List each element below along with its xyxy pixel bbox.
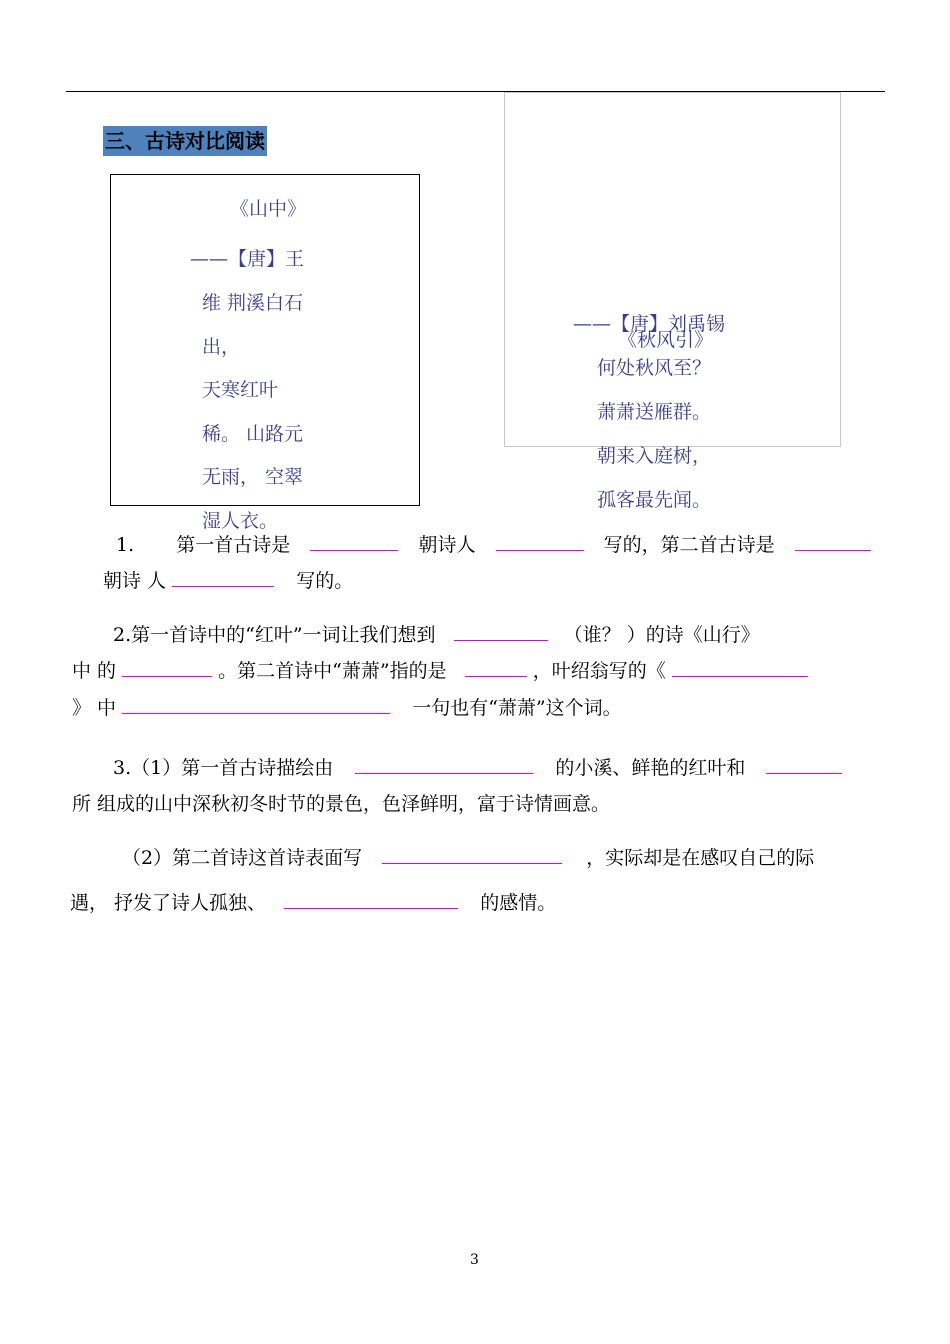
question-text: 2.第一首诗中的“红叶”一词让我们想到 xyxy=(113,624,436,646)
answer-blank[interactable] xyxy=(355,753,533,774)
poem2-line: 朝来入庭树， xyxy=(597,445,712,467)
question-text: 的小溪、鲜艳的红叶和 xyxy=(555,757,746,779)
answer-blank[interactable] xyxy=(465,656,527,677)
question-3-line-1 xyxy=(113,753,842,780)
answer-blank[interactable] xyxy=(454,620,548,641)
poem2-line: 孤客最先闻。 xyxy=(597,489,712,511)
question-2-line-3 xyxy=(72,693,622,720)
question-3-line-2: 所 组成的山中深秋初冬时节的景色，色泽鲜明，富于诗情画意。 xyxy=(72,793,611,815)
question-text: ，实际却是在感叹自己的际 xyxy=(586,847,815,869)
poem-box-shanzhong xyxy=(110,174,420,506)
question-text: 写的。 xyxy=(296,570,354,592)
answer-blank[interactable] xyxy=(172,566,274,587)
question-text: 》 中 xyxy=(72,697,117,719)
question-text: 朝诗 人 xyxy=(103,570,167,592)
question-text: 一句也有“萧萧”这个词。 xyxy=(412,697,622,719)
poem1-line: 天寒红叶 xyxy=(202,379,279,401)
poem1-line: 稀。 山路元 xyxy=(202,423,304,445)
question-text: ，叶绍翁写的《 xyxy=(532,660,666,682)
poem1-title: 《山中》 xyxy=(230,198,307,220)
question-number: 1. xyxy=(116,534,135,556)
answer-blank[interactable] xyxy=(310,530,398,551)
question-text: 第一首古诗是 xyxy=(176,534,291,556)
answer-blank[interactable] xyxy=(795,530,871,551)
question-1-line-1 xyxy=(116,530,871,557)
question-text: （2）第二首诗这首诗表面写 xyxy=(122,847,363,869)
answer-blank[interactable] xyxy=(122,656,212,677)
question-1-line-2 xyxy=(103,566,353,593)
answer-blank[interactable] xyxy=(382,843,562,864)
answer-blank[interactable] xyxy=(766,753,842,774)
question-text: 3.（1）第一首古诗描绘由 xyxy=(113,757,334,779)
poem1-line: 无雨， 空翠 xyxy=(202,466,304,488)
poem2-line: 何处秋风至？ xyxy=(597,357,712,379)
answer-blank[interactable] xyxy=(496,530,584,551)
answer-blank[interactable] xyxy=(122,693,390,714)
poem1-line: 湿人衣。 xyxy=(202,510,279,532)
poem1-line: 维 荆溪白石 xyxy=(202,292,304,314)
question-text: 写的，第二首古诗是 xyxy=(603,534,775,556)
poem2-title: 《秋风引》 xyxy=(618,329,714,351)
poem-box-qiufengyin xyxy=(504,92,841,447)
poem2-line: 萧萧送雁群。 xyxy=(597,401,712,423)
question-text: 朝诗人 xyxy=(418,534,476,556)
question-2-line-2 xyxy=(72,656,808,683)
question-text: 的感情。 xyxy=(480,892,557,914)
question-3-line-4 xyxy=(70,888,556,915)
question-text: 遇， 抒发了诗人孤独、 xyxy=(70,892,267,914)
question-3-line-3 xyxy=(122,843,814,870)
section-heading: 三、古诗对比阅读 xyxy=(103,126,267,156)
poem1-author: ——【唐】王 xyxy=(190,248,305,270)
poem2-author: ——【唐】刘禹锡 xyxy=(573,313,726,335)
answer-blank[interactable] xyxy=(672,656,808,677)
question-text: （谁？ ）的诗《山行》 xyxy=(563,624,760,646)
answer-blank[interactable] xyxy=(284,888,458,909)
page-number: 3 xyxy=(470,1252,479,1268)
question-text: 中 的 xyxy=(72,660,117,682)
question-text: 。第二首诗中“萧萧”指的是 xyxy=(218,660,447,682)
poem1-line: 出， xyxy=(202,336,241,358)
question-2-line-1 xyxy=(113,620,760,647)
